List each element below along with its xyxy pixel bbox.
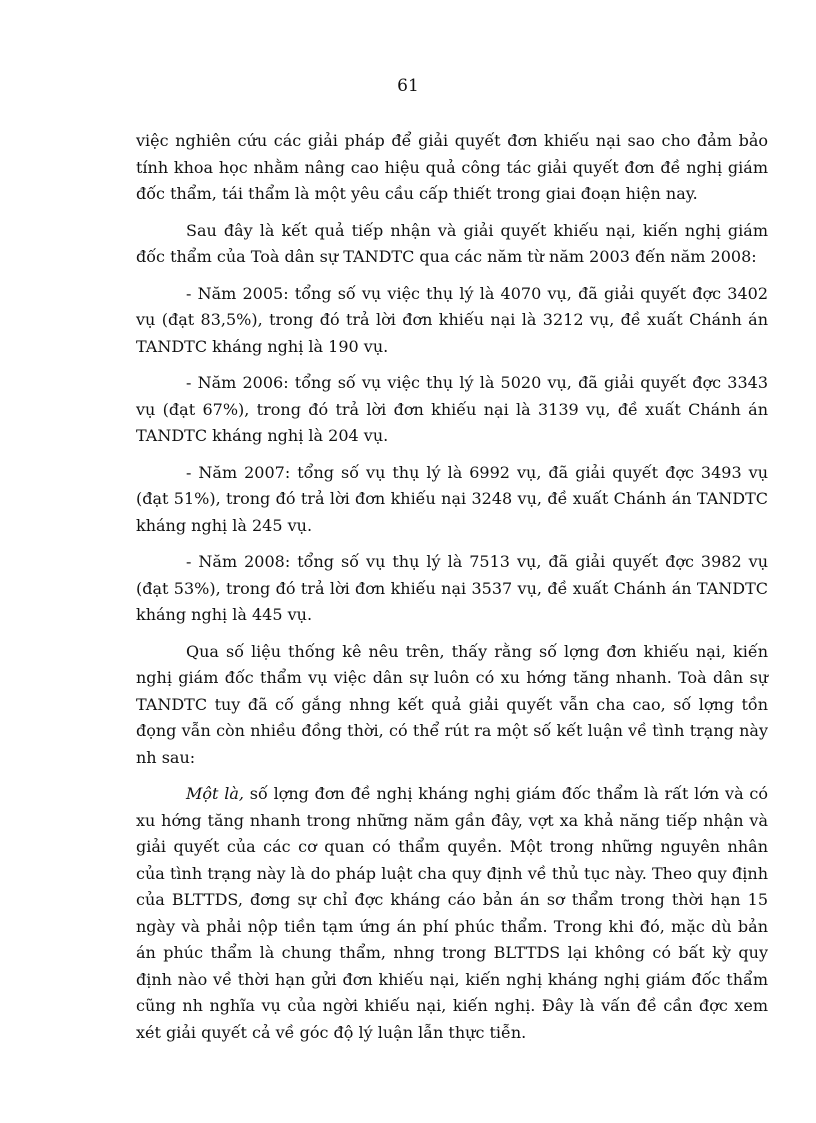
paragraph-year-2007: - Năm 2007: tổng số vụ thụ lý là 6992 vụ, đã giải quyết đợc 3493 vụ (đạt 51%), trong đó trả lời đơn khiếu nại 3248 vụ, đề xuất Chánh án TANDTC kháng nghị là 245 vụ. [136, 462, 768, 535]
paragraph-year-2006: - Năm 2006: tổng số vụ việc thụ lý là 5020 vụ, đã giải quyết đợc 3343 vụ (đạt 67%), trong đó trả lời đơn khiếu nại là 3139 vụ, đề xuất Chánh án TANDTC kháng nghị là 204 vụ. [136, 373, 768, 445]
paragraph-year-2008: - Năm 2008: tổng số vụ thụ lý là 7513 vụ, đã giải quyết đợc 3982 vụ (đạt 53%), trong đó trả lời đơn khiếu nại 3537 vụ, đề xuất Chánh án TANDTC kháng nghị là 445 vụ. [136, 552, 768, 624]
paragraph-statistics-conclusion: Qua số liệu thống kê nêu trên, thấy rằng số lợng đơn khiếu nại, kiến nghị giám đốc thẩm vụ việc dân sự luôn có xu hớng tăng nhanh. Toà dân sự TANDTC tuy đã cố gắng nhng kết quả giải quyết vẫn cha cao, số lợng tồn đọng vẫn còn nhiều đồng thời, có thể rút ra một số kết luận về tình trạng này nh sau: [136, 641, 768, 767]
first-conclusion-lead: Một là, [186, 784, 244, 803]
paragraph-results-intro: Sau đây là kết quả tiếp nhận và giải quyết khiếu nại, kiến nghị giám đốc thẩm của Toà dân sự TANDTC qua các năm từ năm 2003 đến năm 2008: [136, 220, 768, 266]
document-body [136, 128, 768, 1056]
page-number: 61 [397, 76, 419, 96]
first-conclusion-text: số lợng đơn đề nghị kháng nghị giám đốc thẩm là rất lớn và có xu hớng tăng nhanh trong những năm gần đây, vợt xa khả năng tiếp nhận và giải quyết của các cơ quan có thẩm quyền. Một trong những nguyên nhân của tình trạng này là do pháp luật cha quy định về thủ tục này. Theo quy định của BLTTDS, đơng sự chỉ đợc kháng cáo bản án sơ thẩm trong thời hạn 15 ngày và phải nộp tiền tạm ứng án phí phúc thẩm. Trong khi đó, mặc dù bản án phúc thẩm là chung thẩm, nhng trong BLTTDS lại không có bất kỳ quy định nào về thời hạn gửi đơn khiếu nại, kiến nghị kháng nghị giám đốc thẩm cũng nh nghĩa vụ của ngời khiếu nại, kiến nghị. Đây là vấn đề cần đợc xem xét giải quyết cả về góc độ lý luận lẫn thực tiễn. [136, 784, 768, 1042]
paragraph-intro-continuation: việc nghiên cứu các giải pháp để giải quyết đơn khiếu nại sao cho đảm bảo tính khoa học nhằm nâng cao hiệu quả công tác giải quyết đơn đề nghị giám đốc thẩm, tái thẩm là một yêu cầu cấp thiết trong giai đoạn hiện nay. [136, 131, 768, 203]
paragraph-first-conclusion [136, 781, 768, 1046]
paragraph-year-2005: - Năm 2005: tổng số vụ việc thụ lý là 4070 vụ, đã giải quyết đợc 3402 vụ (đạt 83,5%), trong đó trả lời đơn khiếu nại là 3212 vụ, đề xuất Chánh án TANDTC kháng nghị là 190 vụ. [136, 283, 768, 356]
